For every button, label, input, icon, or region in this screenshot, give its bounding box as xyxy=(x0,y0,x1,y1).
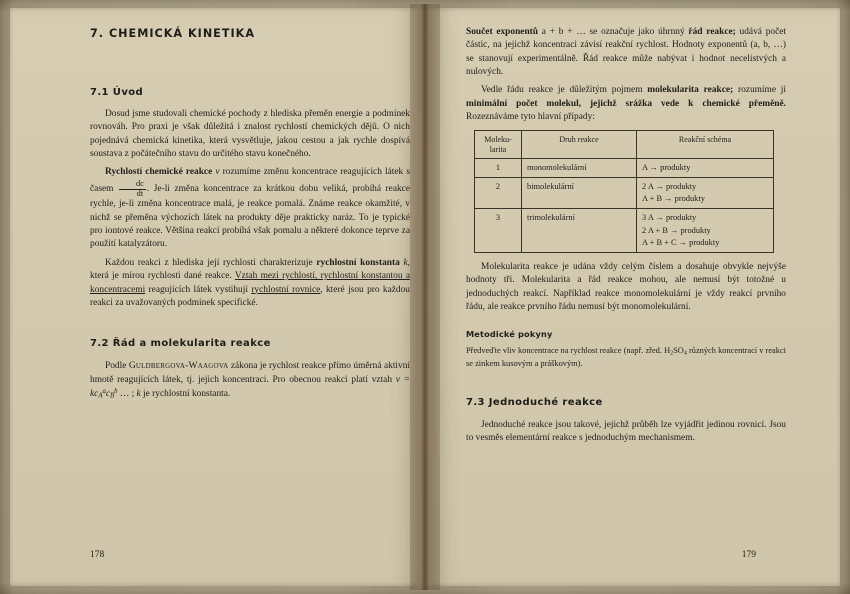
right-page-text xyxy=(466,26,786,566)
table-row xyxy=(475,177,774,208)
paragraph-molecularity: Vedle řádu reakce je důležitým pojmem molekularita reakce; rozumíme jí minimální počet molekul, jejichž srážka vede k chemické přeměně. Rozeznáváme tyto hlavní případy: xyxy=(466,85,787,123)
table-header-scheme: Reakční schéma xyxy=(637,131,774,158)
edge-shadow-right xyxy=(836,0,850,594)
edge-shadow-top xyxy=(0,0,850,12)
cell-scheme: 2 A → produkty A + B → produkty xyxy=(637,177,774,208)
cell-molecularity: 3 xyxy=(475,209,522,253)
fraction-numerator: dc xyxy=(119,180,146,190)
section-heading-7-1: 7.1 Úvod xyxy=(90,86,144,98)
page-number-left: 178 xyxy=(90,550,105,560)
paragraph-simple-reactions: Jednoduché reakce jsou takové, jejichž průběh lze vyjádřit jedinou rovnicí. Jsou to vesměs elementární reakce s jednoduchým mechanismem. xyxy=(466,419,786,443)
table-header-reaction-type: Druh reakce xyxy=(522,131,637,158)
cell-molecularity: 2 xyxy=(475,177,522,208)
edge-shadow-left xyxy=(0,0,14,594)
table-header-row xyxy=(475,131,774,158)
paragraph-molecularity-note: Molekularita reakce je udána vždy celým číslem a dosahuje obvykle nejvýše hodnoty tři. Molekularita a řád reakce mohou, ale nemusí být totožné u jednoduchých reakcí. Například reakce monomolekulární je vždy reakcí prvního řádu, ale reakce prvního řádu nemusí být monomolekulární. xyxy=(466,261,786,312)
cell-molecularity: 1 xyxy=(475,158,522,177)
paragraph: Dosud jsme studovali chemické pochody z hlediska přeměn energie a podmínek rovnováh. Pro praxi je však důležitá i znalost rychlostí chemických dějů. O nich pojednává chemická kinetika, která vysvětluje, jakou cestou a jak rychle dospívá soustava z počátečního stavu do určitého stavu konečného. xyxy=(90,109,410,160)
paragraph-rate-definition: Rychlostí chemické reakce v rozumíme změnu koncentrace reagujících látek s časem $\frac{dc}{dt}$ . Je-li změna koncentrace za krátkou dobu veliká, probíhá reakce rychle, je-li změna koncentrace malá, je reakce pomalá. Známe reakce okamžité, v nichž se přeměna výchozích látek na produkty děje prakticky naráz. To je typické pro iontové reakce. Většina reakcí probíhá však pomalu a některé dokonce teprve za použití katalyzátoru. xyxy=(90,167,411,250)
section-heading-7-3: 7.3 Jednoduché reakce xyxy=(466,397,603,409)
chapter-title: 7. CHEMICKÁ KINETIKA xyxy=(90,27,255,40)
page-number-right: 179 xyxy=(741,550,756,560)
paragraph-guldberg-waage: Podle Guldbergova-Waagova zákona je rychlost reakce přímo úměrná aktivní hmotě reagujících látek, tj. jejich koncentraci. Pro obecnou reakci platí vztah $v = kc_A^ac_B^b$ … ; k je rychlostní konstanta. xyxy=(90,360,411,400)
table-row xyxy=(475,158,774,177)
paragraph-order-of-reaction: Součet exponentů a + b + … se označuje jako úhrnný řád reakce; udává počet částic, na jejichž koncentraci závisí reakční rychlost. Hodnoty exponentů (a, b, …) se stanovují experimentálně. Řád reakce může nabývat i hodnot necelistvých a nulových. xyxy=(466,27,787,78)
fraction-denominator: dt xyxy=(136,188,144,198)
molecularity-table xyxy=(474,130,774,253)
table-row xyxy=(475,209,774,253)
edge-shadow-bottom xyxy=(0,582,850,594)
cell-reaction-type: bimolekulární xyxy=(522,177,637,208)
cell-reaction-type: trimolekulární xyxy=(522,209,637,253)
rate-equation: $v = kc_A^ac_B^b$ xyxy=(90,374,410,400)
left-page-text xyxy=(90,26,410,566)
cell-reaction-type: monomolekulární xyxy=(522,158,637,177)
paragraph-rate-constant: Každou reakci z hlediska její rychlosti charakterizuje rychlostní konstanta k, která je mírou rychlosti dané reakce. Vztah mezi rychlostí, rychlostní konstantou a koncentracemi reagujících látek vystihují rychlostní rovnice, které jsou pro každou reakci za uvažovaných podmínek specifické. xyxy=(90,257,411,308)
cell-scheme: A → produkty xyxy=(637,158,774,177)
methodical-text: Předveďte vliv koncentrace na rychlost reakce (např. zřed. $H_2SO_4$ různých koncentrací v reakci se zinkem kusovým a práškovým). xyxy=(466,345,786,368)
section-heading-7-2: 7.2 Řád a molekularita reakce xyxy=(90,338,271,350)
methodical-heading: Metodické pokyny xyxy=(466,329,553,340)
derivative-fraction xyxy=(119,180,146,199)
book-gutter xyxy=(410,4,440,590)
cell-scheme: 3 A → produkty 2 A + B → produkty A + B + C → produkty xyxy=(637,209,774,253)
table-header-molecularity: Moleku- larita xyxy=(475,131,522,158)
law-name: Guldbergova-Waagova xyxy=(128,360,229,372)
